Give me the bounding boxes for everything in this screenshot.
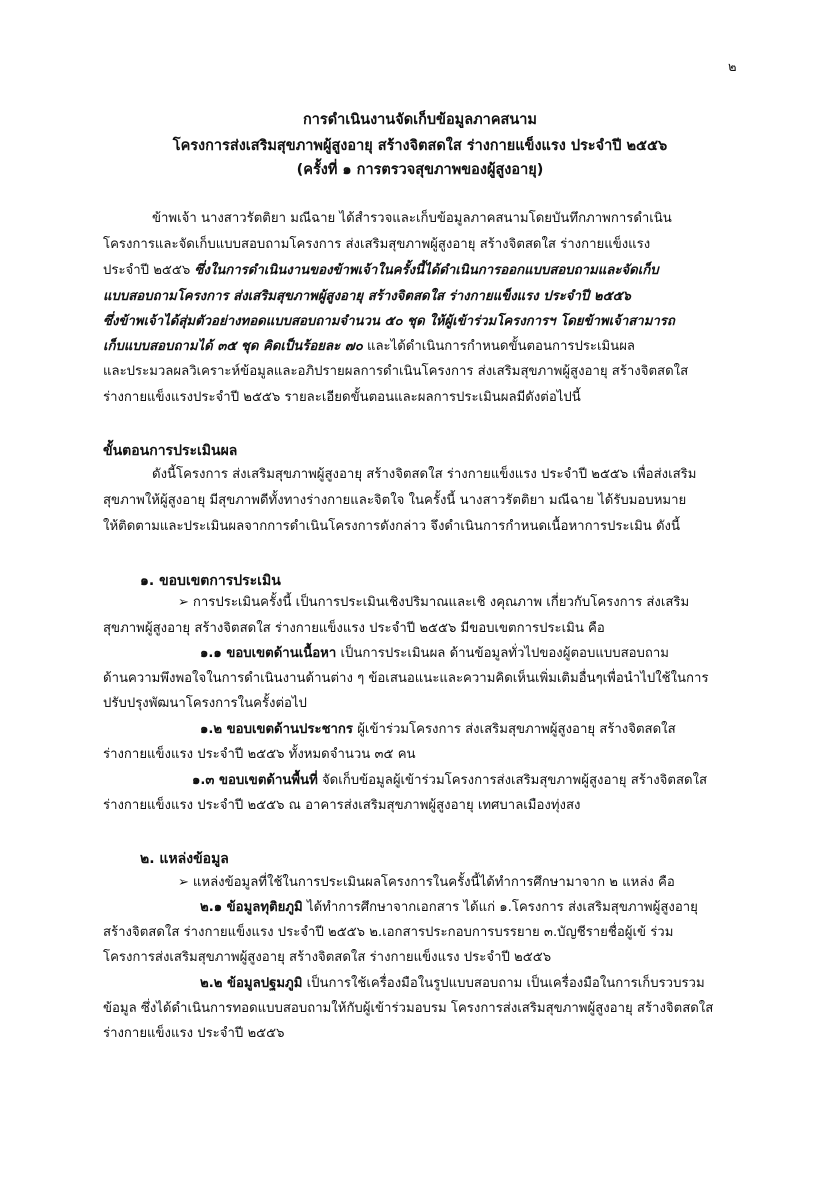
scope-sub-2 — [200, 721, 840, 739]
title-line-1: การดำเนินงานจัดเก็บข้อมูลภาคสนาม — [303, 112, 537, 128]
intro-line-7: และประมวลผลวิเคราะห์ข้อมูลและอภิปรายผลการดำเนินโครงการ ส่งเสริมสุขภาพผู้สูงอายุ สร้างจิตสดใส — [103, 364, 689, 379]
scope-sub-1-label: ๑.๑ ขอบเขตด้านเนื้อหา — [200, 646, 337, 661]
title-line-2: โครงการส่งเสริมสุขภาพผู้สูงอายุ สร้างจิตสดใส ร่างกายแข็งแรง ประจำปี ๒๕๕๖ — [172, 138, 668, 154]
arrow-bullet-icon: ➢ — [178, 875, 189, 890]
intro-line-6-plain: และได้ดำเนินการกำหนดขั้นตอนการประเมินผล — [362, 339, 636, 354]
sources-sub-1-label: ๒.๑ ข้อมูลทุติยภูมิ — [200, 900, 303, 915]
sources-sub-1-text: ได้ทำการศึกษาจากเอกสาร ได้แก่ ๑.โครงการ ส่งเสริมสุขภาพผู้สูงอายุ — [302, 900, 698, 915]
scope-sub-2-label: ๑.๒ ขอบเขตด้านประชากร — [200, 722, 354, 737]
intro-line-3-plain: ประจำปี ๒๕๕๖ — [103, 263, 195, 278]
scope-heading: ๑. ขอบเขตการประเมิน — [140, 573, 281, 589]
intro-line-6-emphasis: เก็บแบบสอบถามได้ ๓๕ ชุด คิดเป็นร้อยละ ๗๐ — [103, 339, 363, 354]
intro-line-2: โครงการและจัดเก็บแบบสอบถามโครงการ ส่งเสริมสุขภาพผู้สูงอายุ สร้างจิตสดใส ร่างกายแข็งแรง — [103, 237, 651, 252]
intro-line-6 — [103, 338, 743, 356]
scope-sub-1-text: เป็นการประเมินผล ด้านข้อมูลทั่วไปของผู้ตอบแบบสอบถาม — [336, 646, 669, 661]
scope-sub-1 — [200, 645, 840, 663]
intro-line-1: ข้าพเจ้า นางสาวรัตติยา มณีฉาย ได้สำรวจและเก็บข้อมูลภาคสนามโดยบันทึกภาพการดำเนิน — [152, 211, 672, 226]
process-line-2: สุขภาพให้ผู้สูงอายุ มีสุขภาพดีทั้งทางร่างกายและจิตใจ ในครั้งนี้ นางสาวรัตติยา มณีฉาย ได้รับมอบหมาย — [103, 493, 687, 508]
sources-sub-2 — [200, 975, 840, 993]
sources-line-1 — [178, 874, 818, 892]
title-line-3: (ครั้งที่ ๑ การตรวจสุขภาพของผู้สูงอายุ) — [296, 162, 544, 178]
intro-line-3 — [103, 262, 743, 280]
scope-sub-1-line-2: ด้านความพึงพอใจในการดำเนินงานด้านต่าง ๆ ข้อเสนอแนะและความคิดเห็นเพิ่มเติมอื่นๆเพื่อนำไปใช้ในการ — [103, 671, 709, 686]
sources-sub-2-line-2: ข้อมูล ซึ่งได้ดำเนินการทอดแบบสอบถามให้กับผู้เข้าร่วมอบรม โครงการส่งเสริมสุขภาพผู้สูงอายุ สร้างจิตสดใส — [103, 1001, 714, 1016]
scope-sub-3-label: ๑.๓ ขอบเขตด้านพื้นที่ — [192, 773, 318, 788]
sources-sub-1-line-2: สร้างจิตสดใส ร่างกายแข็งแรง ประจำปี ๒๕๕๖ ๒.เอกสารประกอบการบรรยาย ๓.บัญชีรายชื่อผู้เข้ ร่วม — [103, 925, 674, 940]
process-line-1: ดังนี้โครงการ ส่งเสริมสุขภาพผู้สูงอายุ สร้างจิตสดใส ร่างกายแข็งแรง ประจำปี ๒๕๕๖ เพื่อส่งเสริม — [152, 467, 697, 482]
sources-sub-2-text: เป็นการใช้เครื่องมือในรูปแบบสอบถาม เป็นเครื่องมือในการเก็บรวบรวม — [302, 976, 705, 991]
sources-sub-2-label: ๒.๒ ข้อมูลปฐมภูมิ — [200, 976, 303, 991]
intro-line-5: ซึ่งข้าพเจ้าได้สุ่มตัวอย่างทอดแบบสอบถามจำนวน ๕๐ ชุด ให้ผู้เข้าร่วมโครงการฯ โดยข้าพเจ้าสามารถ — [103, 314, 675, 329]
intro-line-8: ร่างกายแข็งแรงประจำปี ๒๕๕๖ รายละเอียดขั้นตอนและผลการประเมินผลมีดังต่อไปนี้ — [103, 390, 581, 405]
page-number: ๒ — [728, 60, 737, 75]
scope-sub-3-line-2: ร่างกายแข็งแรง ประจำปี ๒๕๕๖ ณ อาคารส่งเสริมสุขภาพผู้สูงอายุ เทศบาลเมืองทุ่งสง — [103, 798, 581, 813]
sources-heading: ๒. แหล่งข้อมูล — [140, 851, 229, 867]
sources-sub-2-line-3: ร่างกายแข็งแรง ประจำปี ๒๕๕๖ — [103, 1026, 285, 1041]
process-line-3: ให้ติดตามและประเมินผลจากการดำเนินโครงการดังกล่าว จึงดำเนินการกำหนดเนื้อหาการประเมิน ดังนี้ — [103, 519, 680, 534]
scope-line-1-text: การประเมินครั้งนี้ เป็นการประเมินเชิงปริมาณและเชิ งคุณภาพ เกี่ยวกับโครงการ ส่งเสริม — [192, 595, 690, 610]
intro-line-3-emphasis: ซึ่งในการดำเนินงานของข้าพเจ้าในครั้งนี้ได้ดำเนินการออกแบบสอบถามและจัดเก็บ — [194, 263, 659, 278]
scope-sub-3-text: จัดเก็บข้อมูลผู้เข้าร่วมโครงการส่งเสริมสุขภาพผู้สูงอายุ สร้างจิตสดใส — [317, 773, 708, 788]
scope-line-1 — [178, 594, 818, 612]
intro-line-4: แบบสอบถามโครงการ ส่งเสริมสุขภาพผู้สูงอายุ สร้างจิตสดใส ร่างกายแข็งแรง ประจำปี ๒๕๕๖ — [103, 289, 631, 304]
sources-sub-1-line-3: โครงการส่งเสริมสุขภาพผู้สูงอายุ สร้างจิตสดใส ร่างกายแข็งแรง ประจำปี ๒๕๕๖ — [103, 950, 552, 965]
scope-sub-1-line-3: ปรับปรุงพัฒนาโครงการในครั้งต่อไป — [103, 696, 307, 711]
scope-sub-3 — [192, 772, 832, 790]
scope-sub-2-line-2: ร่างกายแข็งแรง ประจำปี ๒๕๕๖ ทั้งหมดจำนวน ๓๕ คน — [103, 747, 416, 762]
sources-sub-1 — [200, 899, 840, 917]
scope-line-2: สุขภาพผู้สูงอายุ สร้างจิตสดใส ร่างกายแข็งแรง ประจำปี ๒๕๕๖ มีขอบเขตการประเมิน คือ — [103, 621, 605, 636]
sources-line-1-text: แหล่งข้อมูลที่ใช้ในการประเมินผลโครงการในครั้งนี้ได้ทำการศึกษามาจาก ๒ แหล่ง คือ — [192, 875, 675, 890]
process-heading: ขั้นตอนการประเมินผล — [103, 443, 238, 459]
arrow-bullet-icon: ➢ — [178, 595, 189, 610]
scope-sub-2-text: ผู้เข้าร่วมโครงการ ส่งเสริมสุขภาพผู้สูงอายุ สร้างจิตสดใส — [353, 722, 676, 737]
